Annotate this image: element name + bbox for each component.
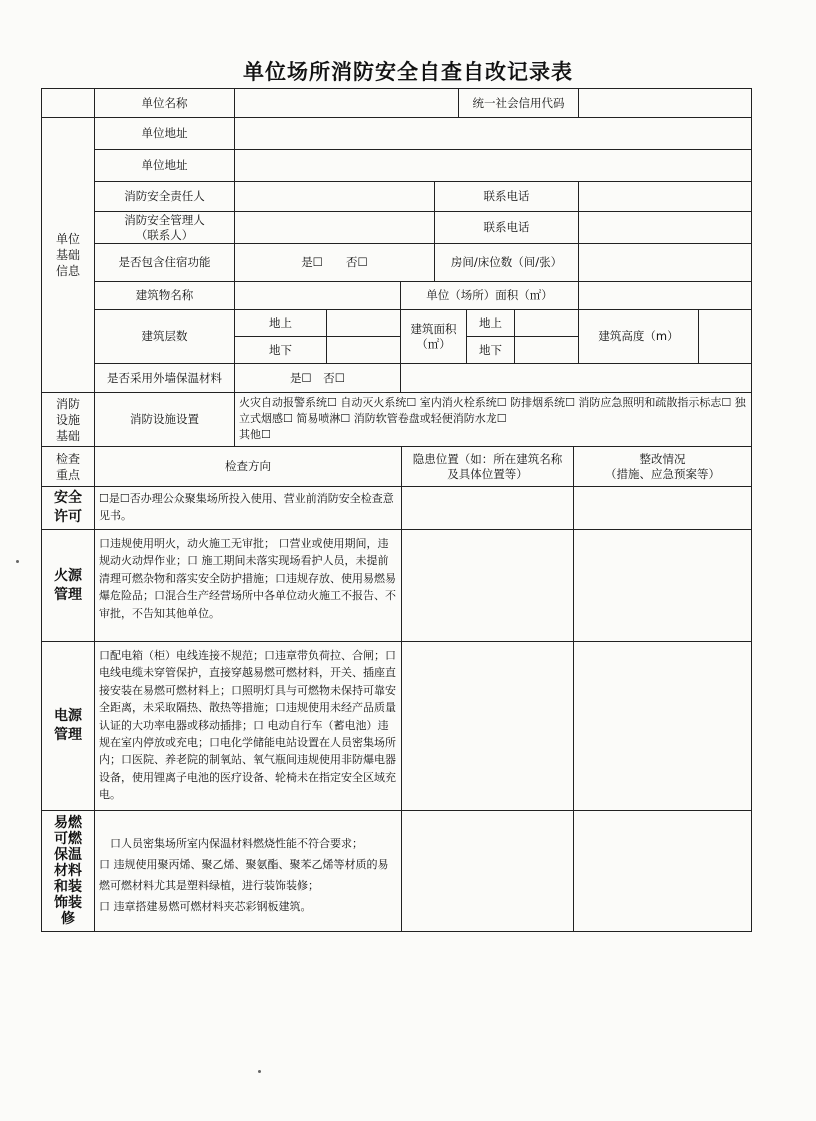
rectify-field-power-source[interactable] (574, 642, 752, 811)
rooms-label: 房间/床位数（间/张） (435, 244, 579, 282)
scan-speck (258, 1070, 261, 1073)
phone-label-1: 联系电话 (435, 182, 579, 212)
below-ground-field-2[interactable] (515, 337, 579, 364)
direction-fire-source: 口违规使用明火，动火施工无审批； 口营业或使用期间，违规动火动焊作业；口 施工期间未落实现场看护人员，未提前清理可燃杂物和落实安全防护措施；口违规存放、使用易燃易爆危险品；口混合生产经营场所中各单位动火施工不报告、不审批，不告知其他单位。 (95, 530, 402, 642)
scan-speck (16, 560, 19, 563)
insulation-options[interactable]: 是☐ 否☐ (235, 364, 401, 393)
location-field-flammable-materials[interactable] (402, 811, 574, 932)
building-name-field[interactable] (235, 282, 401, 310)
category-flammable-materials: 易燃 可燃 保温 材料 和装 饰装 修 (41, 811, 95, 932)
phone-field-2[interactable] (579, 212, 752, 244)
direction-flammable-materials: 口人员密集场所室内保温材料燃烧性能不符合要求； 口 违规使用聚丙烯、聚乙烯、聚氨酯、聚苯乙烯等材质的易燃可燃材料尤其是塑料绿植，进行装饰装修； 口 违章搭建易燃可燃材料夹芯彩钢板建筑。 (95, 811, 402, 932)
facilities-checklist[interactable]: 火灾自动报警系统☐ 自动灭火系统☐ 室内消火栓系统☐ 防排烟系统☐ 消防应急照明和疏散指示标志☐ 独立式烟感☐ 简易喷淋☐ 消防软管卷盘或轻便消防水龙☐ 其他☐ (235, 393, 752, 447)
direction-safety-permit: ☐是☐否办理公众聚集场所投入使用、营业前消防安全检查意见书。 (95, 487, 402, 530)
check-key-label: 检查 重点 (41, 447, 95, 487)
unit-name-field[interactable] (235, 88, 459, 118)
above-ground-label-2: 地上 (467, 310, 515, 337)
lodging-label: 是否包含住宿功能 (95, 244, 235, 282)
below-ground-label-1: 地下 (235, 337, 327, 364)
rooms-field[interactable] (579, 244, 752, 282)
address-label-1: 单位地址 (95, 118, 235, 150)
unit-area-label: 单位（场所）面积（㎡） (401, 282, 579, 310)
safety-responsible-label: 消防安全责任人 (95, 182, 235, 212)
lodging-options[interactable]: 是☐ 否☐ (235, 244, 435, 282)
phone-field-1[interactable] (579, 182, 752, 212)
facilities-section-label: 消防 设施 基础 (41, 393, 95, 447)
corner-cell (41, 88, 95, 118)
building-name-label: 建筑物名称 (95, 282, 235, 310)
direction-header: 检查方向 (95, 447, 402, 487)
address-field-2[interactable] (235, 150, 752, 182)
safety-responsible-field[interactable] (235, 182, 435, 212)
insulation-blank (401, 364, 752, 393)
phone-label-2: 联系电话 (435, 212, 579, 244)
category-fire-source: 火源 管理 (41, 530, 95, 642)
unit-name-label: 单位名称 (95, 88, 235, 118)
form-title: 单位场所消防安全自查自改记录表 (243, 59, 573, 84)
location-field-safety-permit[interactable] (402, 487, 574, 530)
above-ground-label-1: 地上 (235, 310, 327, 337)
location-header: 隐患位置（如：所在建筑名称 及具体位置等） (402, 447, 574, 487)
building-area-label: 建筑面积 （㎡） (401, 310, 467, 364)
location-field-fire-source[interactable] (402, 530, 574, 642)
credit-code-label: 统一社会信用代码 (459, 88, 579, 118)
above-ground-field-2[interactable] (515, 310, 579, 337)
basic-info-section-label: 单位 基础 信息 (41, 118, 95, 393)
category-power-source: 电源 管理 (41, 642, 95, 811)
rectify-field-safety-permit[interactable] (574, 487, 752, 530)
below-ground-label-2: 地下 (467, 337, 515, 364)
floors-label: 建筑层数 (95, 310, 235, 364)
rectify-header: 整改情况 （措施、应急预案等） (574, 447, 752, 487)
safety-manager-label: 消防安全管理人 （联系人） (95, 212, 235, 244)
direction-power-source: 口配电箱（柜）电线连接不规范；口违章带负荷拉、合闸；口电线电缆未穿管保护，直接穿越易燃可燃材料，开关、插座直接安装在易燃可燃材料上；口照明灯具与可燃物未保持可靠安全距离，未采取隔热、散热等措施；口违规使用未经产品质量认证的大功率电器或移动插排；口 电动自行车（蓄电池）违规在室内停放或充电；口电化学储能电站设置在人员密集场所内；口医院、养老院的制氧站、氧气瓶间违规使用非防爆电器设备，使用锂离子电池的医疗设备、轮椅未在指定安全区域充电。 (95, 642, 402, 811)
credit-code-field[interactable] (579, 88, 752, 118)
rectify-field-flammable-materials[interactable] (574, 811, 752, 932)
inspection-form-table (41, 88, 752, 932)
address-label-2: 单位地址 (95, 150, 235, 182)
insulation-label: 是否采用外墙保温材料 (95, 364, 235, 393)
safety-manager-field[interactable] (235, 212, 435, 244)
unit-area-field[interactable] (579, 282, 752, 310)
below-ground-field-1[interactable] (327, 337, 401, 364)
category-safety-permit: 安全 许可 (41, 487, 95, 530)
above-ground-field-1[interactable] (327, 310, 401, 337)
building-height-label: 建筑高度（m） (579, 310, 699, 364)
address-field-1[interactable] (235, 118, 752, 150)
location-field-power-source[interactable] (402, 642, 574, 811)
building-height-field[interactable] (699, 310, 752, 364)
rectify-field-fire-source[interactable] (574, 530, 752, 642)
facilities-label: 消防设施设置 (95, 393, 235, 447)
